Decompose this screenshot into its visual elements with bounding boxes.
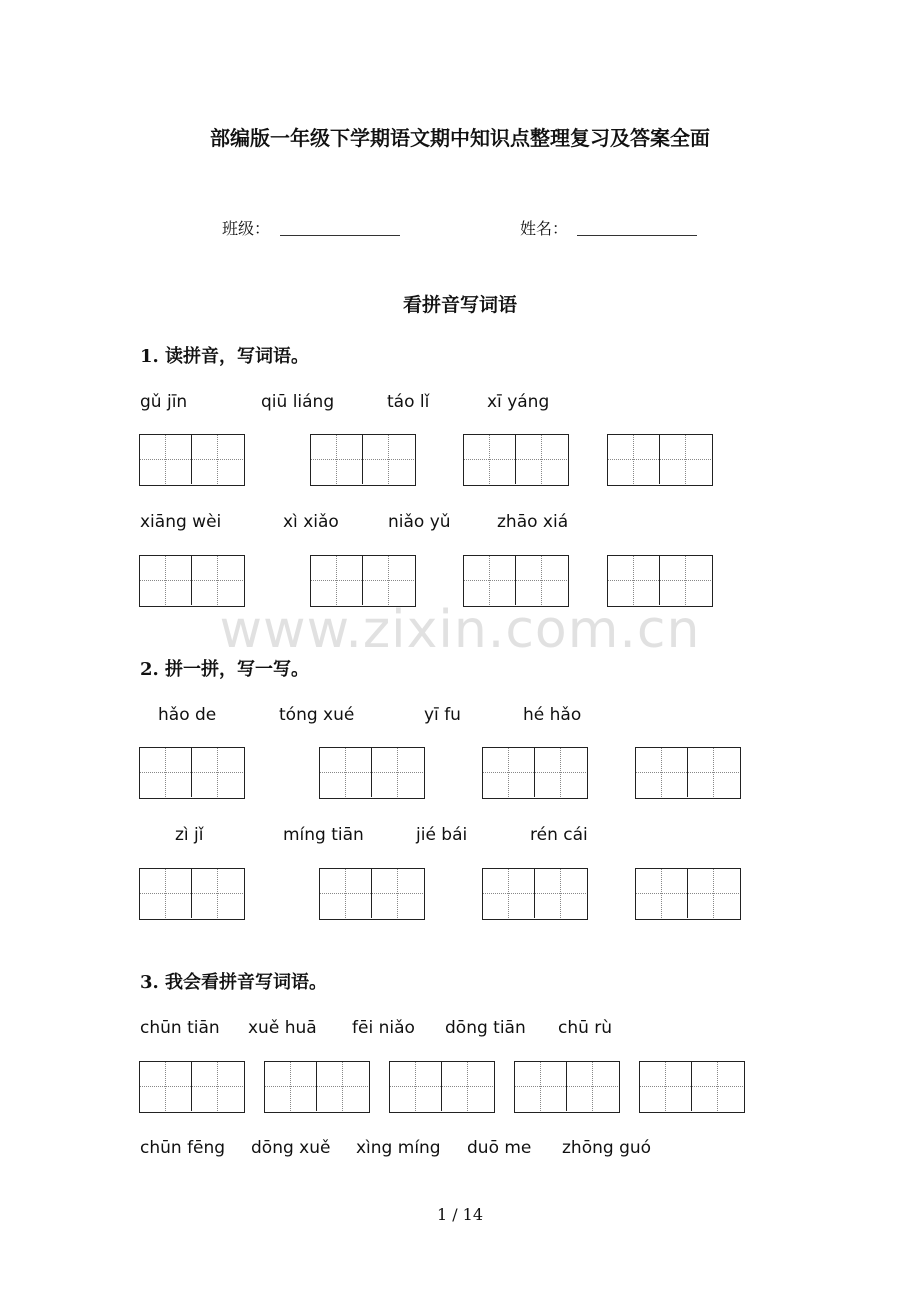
pinyin-label: hé hǎo: [523, 705, 582, 725]
section-title: 看拼音写词语: [402, 294, 517, 316]
watermark: www.zixin.com.cn: [219, 600, 701, 660]
pinyin-label: jié bái: [416, 825, 468, 845]
writing-grid[interactable]: [463, 434, 569, 486]
pinyin-label: zhāo xiá: [497, 512, 569, 532]
question-3-title: 3. 我会看拼音写词语。: [140, 972, 328, 993]
pinyin-label: míng tiān: [283, 825, 364, 845]
pinyin-label: dōng xuě: [251, 1138, 331, 1158]
pinyin-label: yī fu: [424, 705, 461, 725]
writing-grid[interactable]: [139, 434, 245, 486]
pinyin-label: dōng tiān: [445, 1018, 526, 1038]
writing-grid[interactable]: [264, 1061, 370, 1113]
writing-grid[interactable]: [482, 747, 588, 799]
writing-grid[interactable]: [310, 434, 416, 486]
pinyin-label: xì xiǎo: [283, 512, 339, 532]
writing-grid[interactable]: [139, 747, 245, 799]
pinyin-label: xī yáng: [487, 392, 550, 412]
pinyin-label: gǔ jīn: [140, 392, 188, 412]
name-label: 姓名：: [520, 219, 569, 238]
pinyin-label: qiū liáng: [261, 392, 335, 412]
pinyin-label: duō me: [467, 1138, 532, 1158]
writing-grid[interactable]: [639, 1061, 745, 1113]
writing-grid[interactable]: [389, 1061, 495, 1113]
writing-grid[interactable]: [319, 868, 425, 920]
writing-grid[interactable]: [319, 747, 425, 799]
pinyin-label: tóng xué: [279, 705, 355, 725]
pinyin-label: chūn tiān: [140, 1018, 220, 1038]
class-label: 班级：: [222, 219, 271, 238]
page-number: 1 / 14: [436, 1205, 484, 1224]
pinyin-label: chūn fēng: [140, 1138, 226, 1158]
question-2-title: 2. 拼一拼，写一写。: [140, 659, 310, 680]
writing-grid[interactable]: [607, 434, 713, 486]
writing-grid[interactable]: [139, 1061, 245, 1113]
pinyin-label: xiāng wèi: [140, 512, 222, 532]
pinyin-label: xuě huā: [248, 1018, 317, 1038]
pinyin-label: hǎo de: [158, 705, 217, 725]
pinyin-label: chū rù: [558, 1018, 613, 1038]
writing-grid[interactable]: [635, 868, 741, 920]
pinyin-label: rén cái: [530, 825, 588, 845]
writing-grid[interactable]: [635, 747, 741, 799]
document-title: 部编版一年级下学期语文期中知识点整理复习及答案全面: [210, 126, 710, 150]
question-1-title: 1. 读拼音，写词语。: [140, 346, 310, 367]
pinyin-label: zhōng guó: [562, 1138, 652, 1158]
writing-grid[interactable]: [139, 868, 245, 920]
name-input-line[interactable]: [577, 235, 697, 236]
pinyin-label: táo lǐ: [387, 392, 430, 412]
writing-grid[interactable]: [514, 1061, 620, 1113]
pinyin-label: niǎo yǔ: [388, 512, 451, 532]
pinyin-label: xìng míng: [356, 1138, 441, 1158]
writing-grid[interactable]: [482, 868, 588, 920]
class-input-line[interactable]: [280, 235, 400, 236]
pinyin-label: zì jǐ: [175, 825, 204, 845]
pinyin-label: fēi niǎo: [352, 1018, 415, 1038]
